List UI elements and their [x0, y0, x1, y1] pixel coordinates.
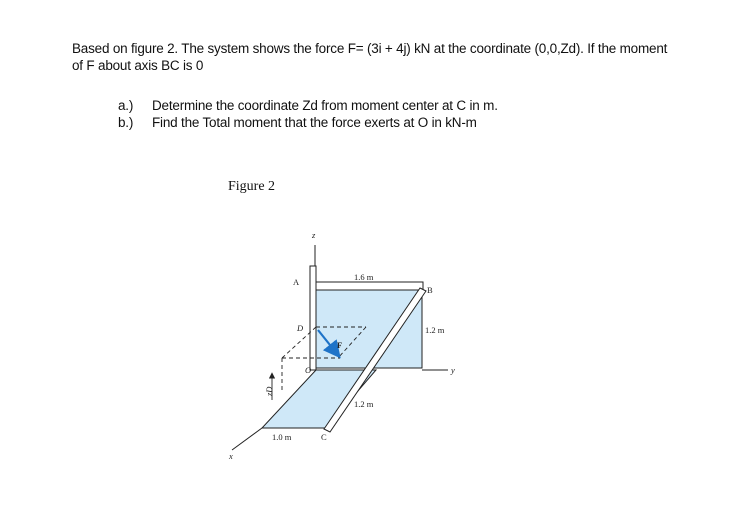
- force-f-label: F: [337, 340, 343, 350]
- y-axis-label: y: [451, 365, 455, 375]
- question-b-text: Find the Total moment that the force exerts at O in kN-m: [152, 115, 477, 130]
- x-axis-label: x: [229, 451, 233, 461]
- figure-caption: Figure 2: [228, 179, 276, 194]
- point-d-label: D: [297, 323, 304, 333]
- zd-label: zD: [264, 386, 274, 396]
- problem-line-2: of F about axis BC is 0: [72, 58, 204, 73]
- post-a: [310, 266, 316, 370]
- dim-right-label: 1.2 m: [425, 325, 445, 335]
- point-c-label: C: [321, 432, 327, 442]
- x-axis: [232, 428, 262, 450]
- question-b-label: b.): [118, 115, 134, 130]
- point-b-label: B: [427, 285, 433, 295]
- wall-panel: [315, 289, 422, 368]
- rod-ab: [310, 282, 423, 290]
- dim-left-label: 1.0 m: [272, 432, 292, 442]
- question-a-label: a.): [118, 98, 134, 113]
- z-axis-label: z: [312, 230, 316, 240]
- dim-bottom-label: 1.2 m: [354, 399, 374, 409]
- point-a-label: A: [293, 277, 300, 287]
- dim-top-label: 1.6 m: [354, 272, 374, 282]
- point-o-label: O: [305, 365, 312, 375]
- problem-line-1: Based on figure 2. The system shows the force F= (3i + 4j) kN at the coordinate (0,0,Zd). If the moment: [72, 41, 668, 56]
- question-a-text: Determine the coordinate Zd from moment center at C in m.: [152, 98, 498, 113]
